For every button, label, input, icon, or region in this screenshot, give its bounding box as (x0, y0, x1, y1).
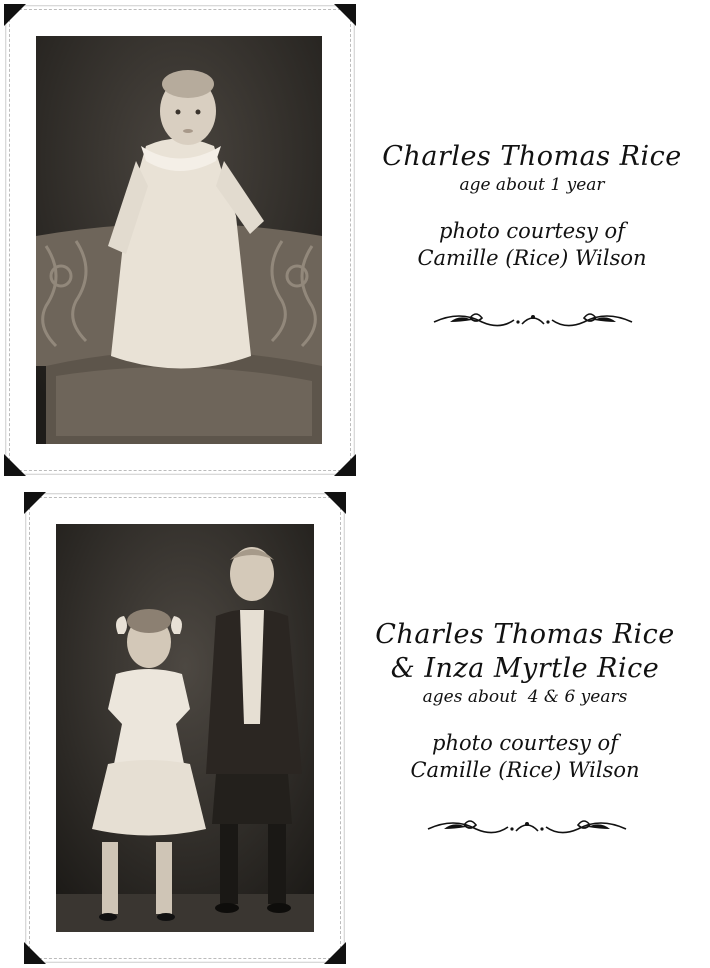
caption-1 (362, 140, 702, 272)
photo-frame-2 (25, 493, 345, 963)
courtesy-name: Camille (Rice) Wilson (410, 758, 640, 782)
caption-2 (355, 618, 695, 784)
baby-portrait-photo (36, 36, 322, 444)
courtesy-name: Camille (Rice) Wilson (417, 246, 647, 270)
siblings-portrait-photo (56, 524, 314, 932)
courtesy-label: photo courtesy of (439, 219, 625, 243)
ornamental-flourish-icon (424, 815, 630, 841)
age-note: age about 1 year (459, 175, 605, 195)
photo-corner-icon (324, 942, 346, 964)
photo-corner-icon (24, 492, 46, 514)
ornamental-flourish-icon (430, 308, 636, 334)
photo-corner-icon (24, 942, 46, 964)
photo-corner-icon (324, 492, 346, 514)
age-note: ages about 4 & 6 years (422, 687, 628, 707)
photo-frame-1 (5, 5, 355, 475)
photo-corner-icon (334, 454, 356, 476)
subject-name: Charles Thomas Rice (375, 619, 675, 650)
photo-corner-icon (334, 4, 356, 26)
subject-name-second: & Inza Myrtle Rice (390, 653, 660, 684)
photo-corner-icon (4, 4, 26, 26)
courtesy-label: photo courtesy of (432, 731, 618, 755)
subject-name: Charles Thomas Rice (382, 141, 682, 172)
photo-corner-icon (4, 454, 26, 476)
